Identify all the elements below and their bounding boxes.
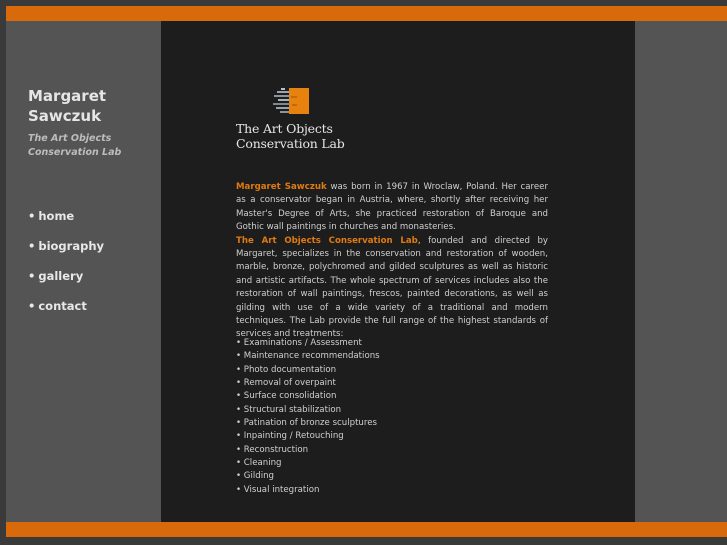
service-item: • Cleaning: [236, 458, 282, 469]
bottom-accent-bar: [6, 522, 727, 537]
lab-text: , founded and directed by Margaret, specializes in the conservation and restoration of wooden, marble, bronze, polychromed and gilded sculptures as well as historic and artistic artifacts. The whole spectrum of services includes also the restoration of wall paintings, frescos, painted decorations, as well as gilding with use of a wide variety of a traditional and modern techniques. The Lab provide the full range of the highest standards of services and treatments:: [236, 235, 548, 340]
nav-item-gallery[interactable]: [28, 268, 104, 298]
service-item: • Visual integration: [236, 484, 320, 495]
right-panel: [635, 21, 727, 522]
nav-label-biography: biography: [38, 239, 105, 253]
nav-item-home[interactable]: [28, 208, 104, 238]
lab-logo-line2: Conservation Lab: [236, 136, 345, 151]
bio-paragraph: [236, 181, 548, 235]
service-item: • Structural stabilization: [236, 404, 342, 415]
site-owner-name-line2: Sawczuk: [28, 107, 102, 125]
intro-text: [236, 181, 548, 342]
site-subtitle-line2: Conservation Lab: [28, 147, 122, 158]
lab-paragraph: [236, 235, 548, 342]
service-item: • Examinations / Assessment: [236, 338, 362, 348]
service-item: • Reconstruction: [236, 444, 309, 455]
nav-bullet: •: [28, 239, 36, 253]
service-item: • Photo documentation: [236, 364, 337, 375]
nav-label-contact: contact: [38, 299, 87, 313]
site-owner-name-line1: Margaret: [28, 87, 107, 105]
service-item: • Inpainting / Retouching: [236, 431, 344, 442]
service-item: • Maintenance recommendations: [236, 351, 380, 362]
nav-bullet: •: [28, 269, 36, 283]
lab-logo-line1: The Art Objects: [236, 121, 333, 136]
site-owner-name: [28, 86, 148, 126]
service-item: • Surface consolidation: [236, 391, 337, 402]
nav-bullet: •: [28, 209, 36, 223]
services-list: [236, 337, 380, 497]
main-navigation: [28, 208, 104, 328]
owner-name-highlight: Margaret Sawczuk: [236, 182, 327, 192]
nav-label-home: home: [38, 209, 75, 223]
site-subtitle-line1: The Art Objects: [28, 133, 112, 144]
nav-item-biography[interactable]: [28, 238, 104, 268]
top-accent-bar: [6, 6, 727, 21]
service-item: • Gilding: [236, 471, 274, 482]
service-item: • Patination of bronze sculptures: [236, 418, 377, 429]
nav-item-contact[interactable]: [28, 298, 104, 328]
lab-logo-emblem-icon: [272, 87, 310, 115]
nav-bullet: •: [28, 299, 36, 313]
bio-text: was born in 1967 in Wroclaw, Poland. Her career as a conservator began in Austria, where, shortly after receiving her Master's Degree of Arts, she practiced restoration of Baroque and Gothic wall paintings in churches and monasteries.: [236, 182, 548, 233]
lab-name-highlight: The Art Objects Conservation Lab: [236, 235, 418, 246]
lab-logo-text: [236, 121, 345, 151]
service-item: • Removal of overpaint: [236, 378, 336, 389]
site-subtitle: [28, 132, 148, 160]
bottom-frame: [0, 537, 727, 545]
nav-label-gallery: gallery: [38, 269, 84, 283]
